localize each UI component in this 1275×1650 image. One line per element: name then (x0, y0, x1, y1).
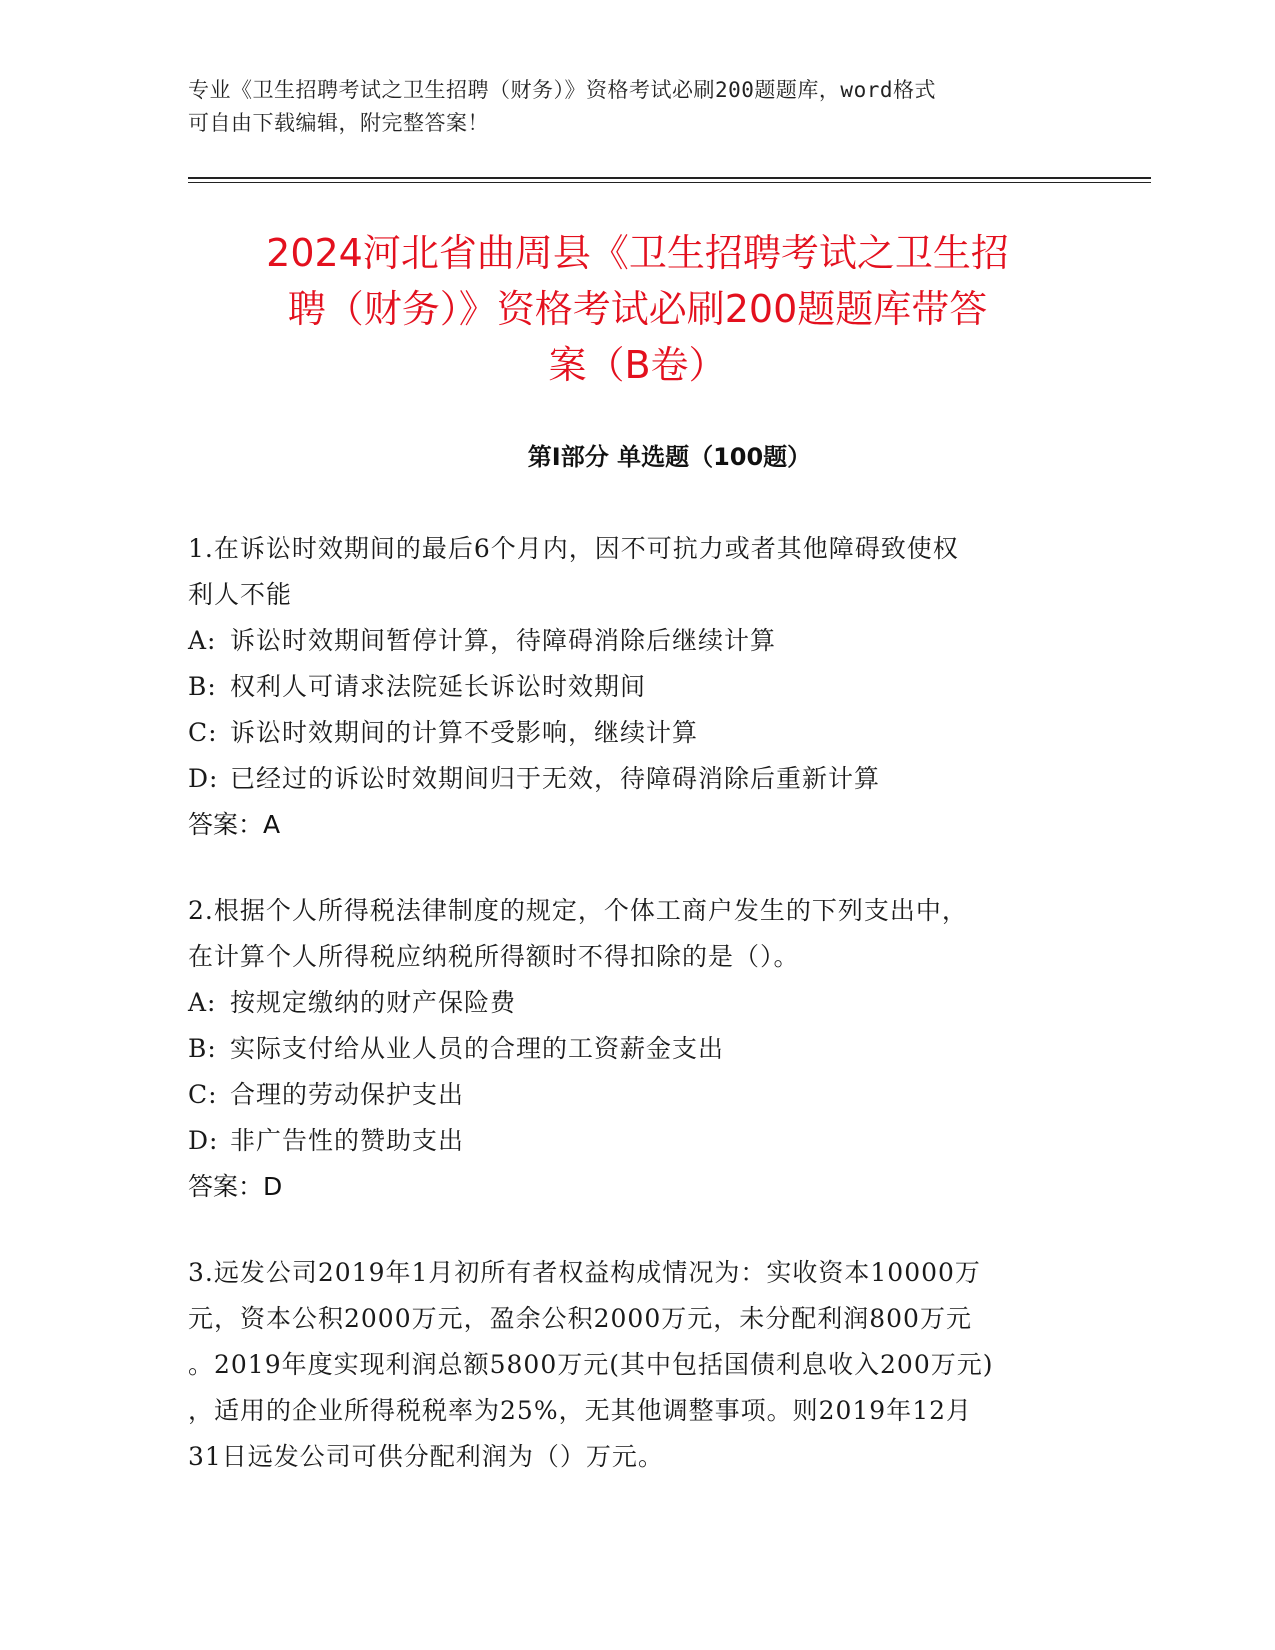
header-divider-thin (188, 182, 1151, 183)
header-note-line-2: 可自由下载编辑，附完整答案！ (188, 111, 489, 135)
document-title-line-3: 案（B卷） (548, 343, 727, 387)
question-stem (188, 526, 1068, 618)
question-stem-line: 1.在诉讼时效期间的最后6个月内，因不可抗力或者其他障碍致使权 (188, 534, 959, 563)
answer: 答案：D (188, 1172, 283, 1201)
option-text: 已经过的诉讼时效期间归于无效，待障碍消除后重新计算 (230, 764, 881, 793)
section-heading: 第Ⅰ部分 单选题（100题） (527, 443, 812, 471)
question-stem-line: 利人不能 (188, 580, 293, 609)
question-stem-line: 在计算个人所得税应纳税所得额时不得扣除的是（）。 (188, 942, 800, 971)
option-a (188, 980, 1068, 1026)
header-note-line-1: 专业《卫生招聘考试之卫生招聘（财务）》资格考试必刷200题题库，word格式 (188, 78, 936, 102)
option-d (188, 756, 1068, 802)
option-key: A: (188, 626, 217, 655)
option-c (188, 1072, 1068, 1118)
option-key: D: (188, 764, 219, 793)
option-b (188, 1026, 1068, 1072)
option-text: 合理的劳动保护支出 (230, 1080, 465, 1109)
question-3 (188, 1250, 1068, 1480)
question-stem (188, 1250, 1068, 1480)
document-title-line-1: 2024河北省曲周县《卫生招聘考试之卫生招 (266, 231, 1009, 275)
question-stem-line: 3.远发公司2019年1月初所有者权益构成情况为：实收资本10000万 (188, 1258, 981, 1287)
question-stem-line: 2.根据个人所得税法律制度的规定，个体工商户发生的下列支出中， (188, 896, 968, 925)
question-stem-line: 31日远发公司可供分配利润为（）万元。 (188, 1442, 664, 1471)
option-text: 按规定缴纳的财产保险费 (230, 988, 517, 1017)
option-a (188, 618, 1068, 664)
question-2 (188, 888, 1068, 1210)
document-title (160, 225, 1115, 393)
option-b (188, 664, 1068, 710)
answer: 答案：A (188, 810, 281, 839)
option-d (188, 1118, 1068, 1164)
option-text: 诉讼时效期间暂停计算，待障碍消除后继续计算 (230, 626, 777, 655)
question-stem-line: 元，资本公积2000万元，盈余公积2000万元，未分配利润800万元 (188, 1304, 972, 1333)
option-key: B: (188, 672, 217, 701)
document-title-line-2: 聘（财务）》资格考试必刷200题题库带答 (287, 287, 988, 331)
option-text: 权利人可请求法院延长诉讼时效期间 (230, 672, 647, 701)
option-text: 非广告性的赞助支出 (230, 1126, 465, 1155)
option-key: B: (188, 1034, 217, 1063)
option-key: A: (188, 988, 217, 1017)
header-divider-thick (188, 177, 1151, 179)
question-stem-line: 。2019年度实现利润总额5800万元(其中包括国债利息收入200万元) (188, 1350, 994, 1379)
question-stem-line: ，适用的企业所得税税率为25%，无其他调整事项。则2019年12月 (188, 1396, 973, 1425)
option-text: 实际支付给从业人员的合理的工资薪金支出 (230, 1034, 725, 1063)
option-key: C: (188, 1080, 218, 1109)
question-stem (188, 888, 1068, 980)
header-note (188, 74, 1068, 140)
option-key: C: (188, 718, 218, 747)
option-key: D: (188, 1126, 219, 1155)
option-text: 诉讼时效期间的计算不受影响，继续计算 (230, 718, 699, 747)
question-1 (188, 526, 1068, 848)
option-c (188, 710, 1068, 756)
